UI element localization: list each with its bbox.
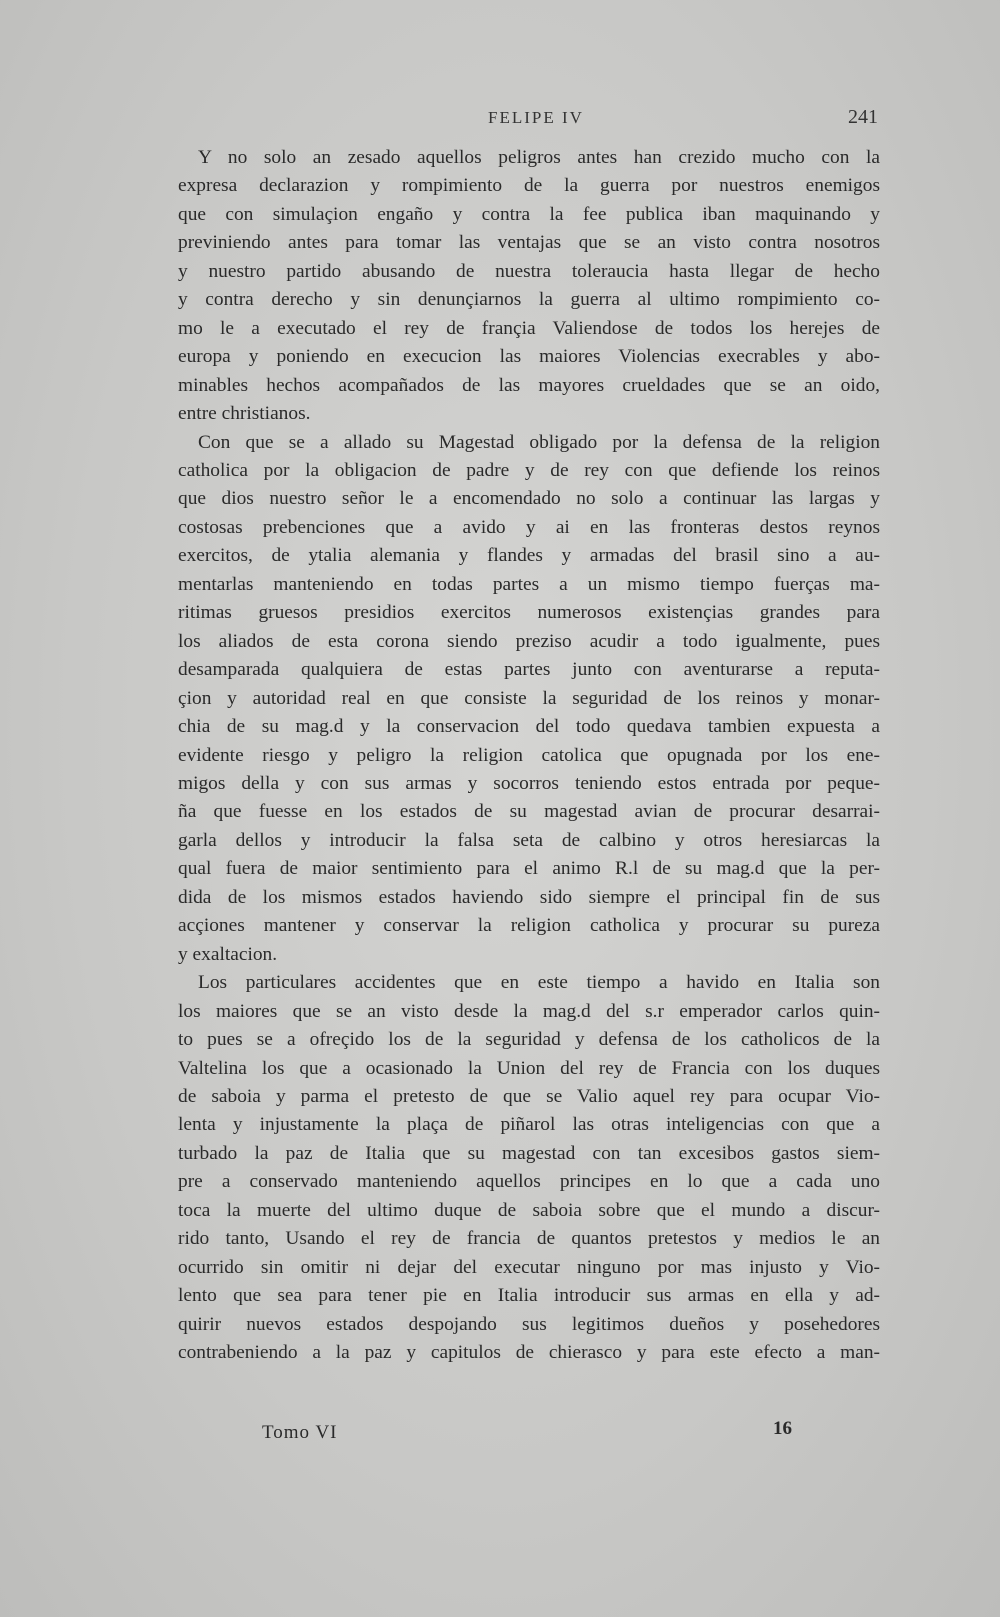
text-line: pre a conservado manteniendo aquellos principes en lo que a cada uno xyxy=(178,1171,880,1193)
text-line: rido tanto, Usando el rey de francia de quantos pretestos y medios le an xyxy=(178,1228,880,1250)
text-line: entre christianos. xyxy=(178,403,311,425)
text-line: mentarlas manteniendo en todas partes a un mismo tiempo fuerças ma- xyxy=(178,573,880,595)
text-line: y contra derecho y sin denunçiarnos la guerra al ultimo rompimiento co- xyxy=(178,289,880,311)
text-line: acçiones mantener y conservar la religion catholica y procurar su pureza xyxy=(178,915,880,937)
text-line: toca la muerte del ultimo duque de saboia sobre que el mundo a discur- xyxy=(178,1199,880,1221)
text-line: de saboia y parma el pretesto de que se Valio aquel rey para ocupar Vio- xyxy=(178,1085,880,1107)
text-line: çion y autoridad real en que consiste la seguridad de los reinos y monar- xyxy=(178,687,880,709)
paragraph xyxy=(178,429,880,970)
text-line: Los particulares accidentes que en este tiempo a havido en Italia son xyxy=(198,972,880,994)
text-line: lenta y injustamente la plaça de piñarol las otras inteligencias con que a xyxy=(178,1114,880,1136)
signature-mark: 16 xyxy=(773,1418,792,1439)
text-line: minables hechos acompañados de las mayores crueldades que se an oido, xyxy=(178,374,880,396)
text-line: evidente riesgo y peligro la religion catolica que opugnada por los ene- xyxy=(178,744,880,766)
text-line: exercitos, de ytalia alemania y flandes y armadas del brasil sino a au- xyxy=(178,545,880,567)
paragraph xyxy=(178,969,880,1367)
text-line: los aliados de esta corona siendo preziso acudir a todo igualmente, pues xyxy=(178,630,880,652)
text-line: europa y poniendo en execucion las maiores Violencias execrables y abo- xyxy=(178,346,880,368)
running-title: FELIPE IV xyxy=(488,108,584,127)
text-line: y nuestro partido abusando de nuestra toleraucia hasta llegar de hecho xyxy=(178,260,880,282)
page-footer xyxy=(262,1418,792,1452)
text-line: expresa declarazion y rompimiento de la guerra por nuestros enemigos xyxy=(178,175,880,197)
text-line: ña que fuesse en los estados de su magestad avian de procurar desarrai- xyxy=(178,801,880,823)
text-line: Valtelina los que a ocasionado la Union del rey de Francia con los duques xyxy=(178,1057,880,1079)
text-line: catholica por la obligacion de padre y de rey con que defiende los reinos xyxy=(178,459,880,481)
text-line: dida de los mismos estados haviendo sido siempre el principal fin de sus xyxy=(178,886,880,908)
text-line: mo le a executado el rey de françia Valiendose de todos los herejes de xyxy=(178,317,880,339)
text-line: contrabeniendo a la paz y capitulos de chierasco y para este efecto a man- xyxy=(178,1342,880,1364)
volume-label: Tomo VI xyxy=(262,1422,338,1443)
page-number: 241 xyxy=(848,106,878,128)
text-line: ritimas gruesos presidios exercitos numerosos existençias grandes para xyxy=(178,602,880,624)
text-line: Con que se a allado su Magestad obligado por la defensa de la religion xyxy=(198,431,880,453)
text-line: ocurrido sin omitir ni dejar del executar ninguno por mas injusto y Vio- xyxy=(178,1256,880,1278)
text-line: que dios nuestro señor le a encomendado no solo a continuar las largas y xyxy=(178,488,880,510)
text-line: costosas prebenciones que a avido y ai en las fronteras destos reynos xyxy=(178,516,880,538)
text-line: desamparada qualquiera de estas partes junto con aventurarse a reputa- xyxy=(178,659,880,681)
text-line: quirir nuevos estados despojando sus legitimos dueños y posehedores xyxy=(178,1313,880,1335)
text-line: migos della y con sus armas y socorros teniendo estos entrada por peque- xyxy=(178,772,880,794)
text-line: y exaltacion. xyxy=(178,943,278,965)
paragraph xyxy=(178,144,880,429)
text-line: Y no solo an zesado aquellos peligros antes han crezido mucho con la xyxy=(198,147,880,168)
text-line: chia de su mag.d y la conservacion del todo quedava tambien expuesta a xyxy=(178,716,880,738)
page-header xyxy=(178,108,878,134)
body-text xyxy=(178,144,880,1367)
text-line: turbado la paz de Italia que su magestad con tan excesibos gastos siem- xyxy=(178,1142,880,1164)
text-line: garla dellos y introducir la falsa seta de calbino y otros heresiarcas la xyxy=(178,829,880,851)
text-line: lento que sea para tener pie en Italia introducir sus armas en ella y ad- xyxy=(178,1285,880,1307)
text-line: previniendo antes para tomar las ventajas que se an visto contra nosotros xyxy=(178,232,880,254)
text-line: to pues se a ofreçido los de la seguridad y defensa de los catholicos de la xyxy=(178,1029,880,1051)
text-line: que con simulaçion engaño y contra la fee publica iban maquinando y xyxy=(178,203,880,225)
text-line: los maiores que se an visto desde la mag.d del s.r emperador carlos quin- xyxy=(178,1000,880,1022)
text-line: qual fuera de maior sentimiento para el animo R.l de su mag.d que la per- xyxy=(178,858,880,880)
